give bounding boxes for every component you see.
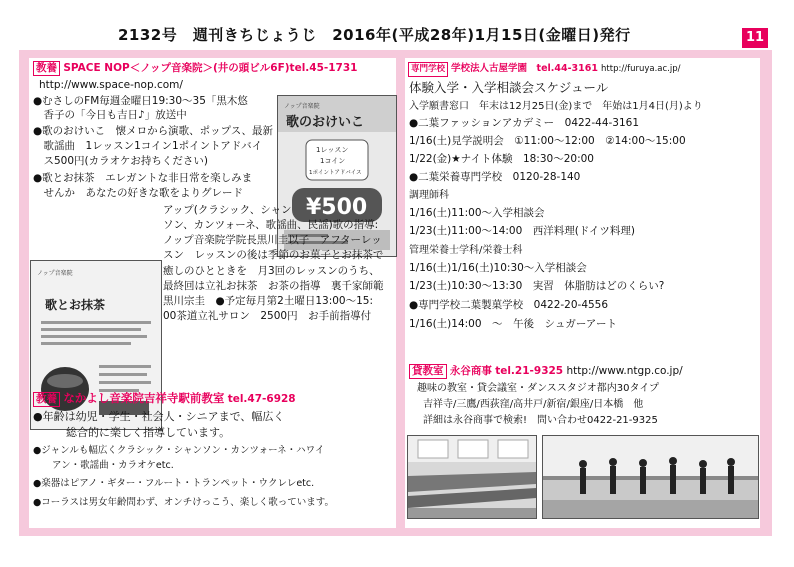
nagae-line: 吉祥寺/三鷹/西荻窪/高井戸/新宿/銀座/日本橋 他 [423,399,644,410]
nakayoshi-tel: tel.47-6928 [227,393,296,405]
nagoya-line: 調理師科 [409,190,449,201]
meeting-room-photo [407,435,537,519]
nagoya-line: 管理栄養士学科/栄養士科 [409,245,523,256]
space-nop-line: ソン、カンツォーネ、歌謡曲、民謡)歌の指導: [163,219,379,231]
singing-lesson-flyer [277,95,397,257]
space-nop-heading [33,61,357,76]
space-nop-line: ス500円(カラオケお持ちください) [33,155,209,167]
nagae-line: 趣味の教室・貸会議室・ダンススタジオ都内30タイプ [417,383,660,394]
nakayoshi-line: アン・歌謡曲・カラオケetc. [33,460,174,471]
dance-studio-photo [542,435,759,519]
nakayoshi-line: ●ジャンルも幅広くクラシック・シャンソン・カンツォーネ・ハワイ [33,445,325,456]
space-nop-line: 香子の「今日も吉日♪」放送中 [33,109,187,121]
space-nop-line: せんか あなたの好きな歌をよりグレード [33,187,243,199]
nagoya-url[interactable]: http://furuya.ac.jp/ [601,64,681,74]
left-panel [29,58,396,528]
nakayoshi-line: 総合的に楽しく指導しています。 [33,426,231,439]
nagoya-line: 1/16(土)1/16(土)10:30～入学相談会 [409,262,587,274]
nagoya-title: 体験入学・入学相談会スケジュール [409,80,609,95]
space-nop-url[interactable]: http://www.space-nop.com/ [39,79,183,91]
space-nop-line: ●むさしのFM毎週金曜日19:30～35「黒木悠 [33,95,248,107]
nagoya-line: 1/16(土)14:00 ～ 午後 シュガーアート [409,318,617,330]
space-nop-line: ノップ音楽院学院長黒川圭以子 アフターレッ [163,234,382,246]
nagae-line: 詳細は永谷商事で検索! 問い合わせ0422-21-9325 [423,415,658,426]
flyer-title: 歌のおけいこ [286,115,365,130]
category-tag: 教養 [33,392,60,407]
issue-title: 2132号 週刊きちじょうじ 2016年(平成28年)1月15日(金曜日)発行 [118,26,631,44]
nagoya-heading [408,62,681,77]
right-panel [405,58,760,528]
flyer-badge-1: 1レッスン [316,146,349,154]
space-nop-line: スン レッスンの後は季節のお菓子とお抹茶で [163,249,384,261]
nagoya-line: 1/23(土)10:30～13:30 実習 体脂肪はどのくらい? [409,280,665,292]
nagae-url[interactable]: http://www.ntgp.co.jp/ [566,365,683,377]
nagoya-line: 入学願書窓口 年末は12月25日(金)まで 年始は1月4日(月)より [409,101,703,112]
nagoya-line: 1/16(土)11:00～入学相談会 [409,207,545,219]
space-nop-line: ●歌とお抹茶 エレガントな非日常を楽しみま [33,172,253,184]
space-nop-line: 黒川宗圭 ●予定毎月第2土曜日13:00～15: [163,295,373,307]
nakayoshi-line: ●楽器はピアノ・ギター・フルート・トランペット・ウクレレetc. [33,478,315,489]
nakayoshi-name: なかよし音楽院吉祥寺駅前教室 [63,391,225,405]
page-number-badge: 11 [742,28,768,48]
space-nop-line: 歌謡曲 1レッスン1コイン1ポイントアドバイ [33,140,263,152]
space-nop-name: SPACE NOP＜ノップ音楽院＞(井の頭ビル6F)tel.45-1731 [63,62,358,74]
flyer-school: ノップ音楽院 [284,103,320,110]
category-tag: 貸教室 [409,364,447,379]
nagoya-line: 1/22(金)★ナイト体験 18:30～20:00 [409,153,594,165]
page-header [0,0,794,50]
space-nop-line: 最終回は立礼お抹茶 お茶の指導 裏千家師範 [163,280,384,292]
nagoya-line: ●二葉ファッションアカデミー 0422-44-3161 [409,117,640,129]
nagoya-line: ●専門学校二葉製菓学校 0422-20-4556 [409,299,609,311]
nakayoshi-line: ●年齢は幼児・学生・社会人・シニアまで、幅広く [33,410,285,423]
nagae-tel: tel.21-9325 [495,365,564,377]
flyer-price: ¥500 [306,195,368,220]
nakayoshi-heading [33,392,296,407]
nakayoshi-line: ●コーラスは男女年齢問わず、オンチけっこう、楽しく歌っています。 [33,497,334,508]
category-tag: 専門学校 [408,62,448,77]
nagoya-line: ●二葉栄養専門学校 0120-28-140 [409,171,581,183]
flyer2-school: ノップ音楽院 [37,270,73,277]
space-nop-line: アップ(クラシック、シャン [163,204,292,216]
nagoya-name: 学校法人古屋学園 tel.44-3161 [451,63,599,74]
nagoya-line: 1/23(土)11:00～14:00 西洋料理(ドイツ料理) [409,225,635,237]
flyer-badge-3: 1ポイントアドバイス [309,170,362,176]
nagae-name: 永谷商事 [449,365,492,377]
space-nop-line: 00茶道立礼サロン 2500円 お手前指導付 [163,310,372,322]
flyer2-title: 歌とお抹茶 [45,298,106,312]
pink-frame [19,50,772,536]
nagae-heading [409,364,683,379]
space-nop-line: ●歌のおけいこ 懐メロから演歌、ポップス、最新 [33,125,274,137]
category-tag: 教養 [33,61,60,76]
flyer-badge-2: 1コイン [320,157,346,165]
nagoya-line: 1/16(土)見学説明会 ①11:00～12:00 ②14:00～15:00 [409,135,686,147]
space-nop-line: 癒しのひとときを 月3回のレッスンのうち、 [163,265,380,277]
